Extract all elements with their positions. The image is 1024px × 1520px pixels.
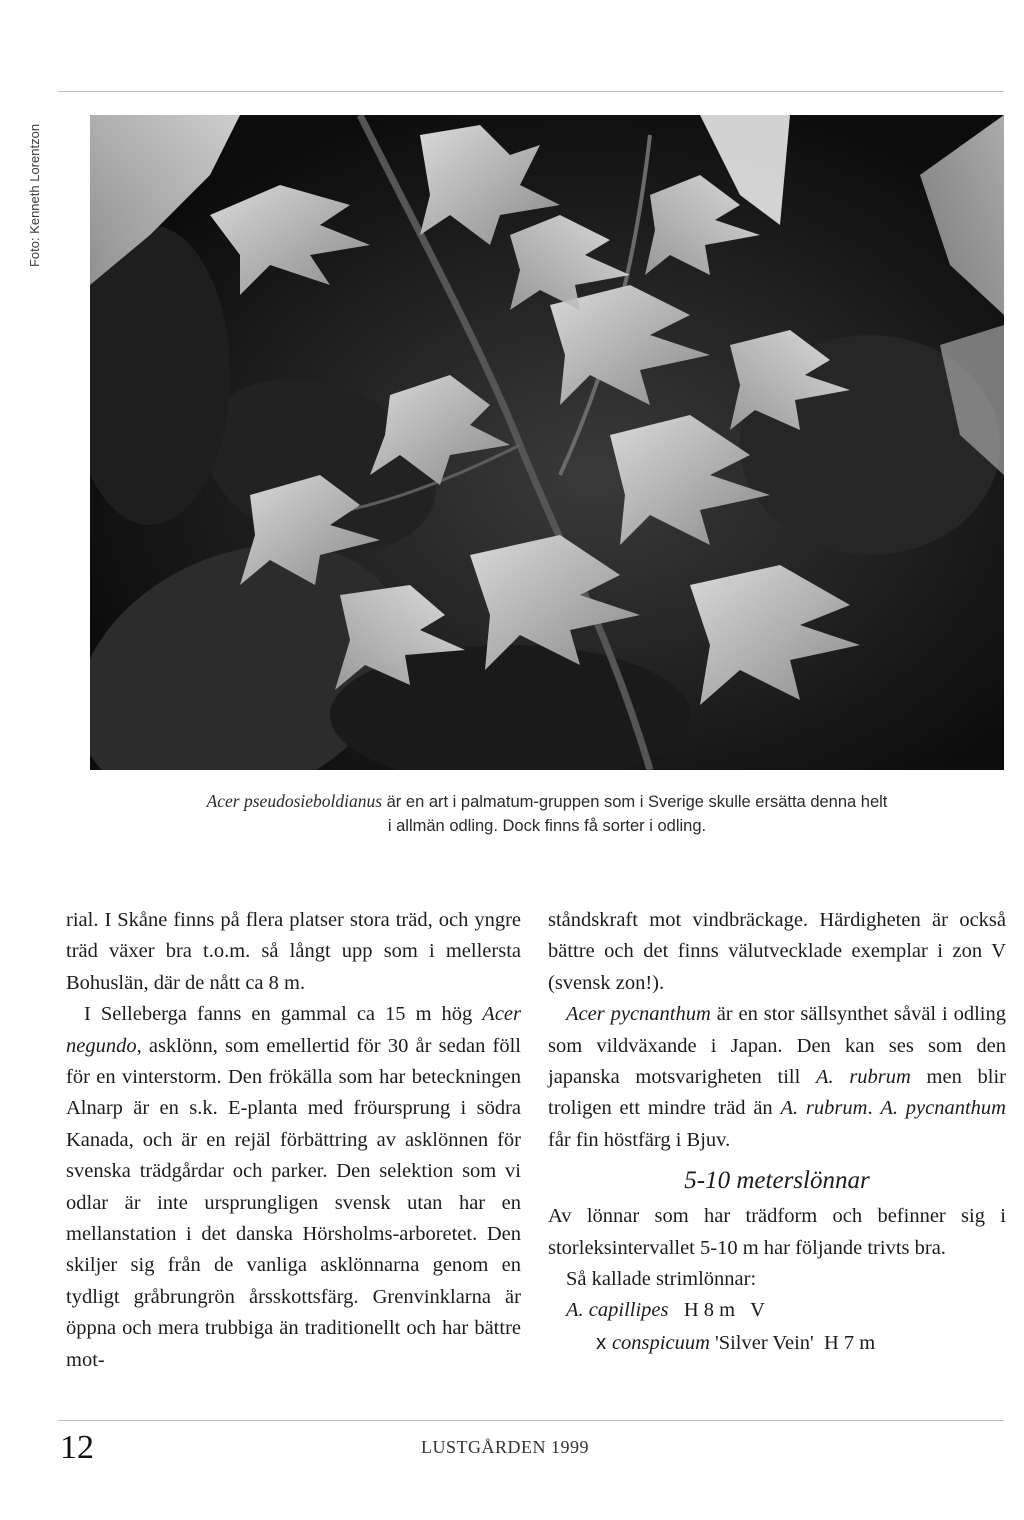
photo-caption: [90, 789, 1004, 838]
species-ref-rubrum-2: A. rubrum: [780, 1097, 868, 1120]
right-paragraph-3: Av lönnar som har trädform och befinner sig i storleksintervallet 5-10 m har följande trivts bra.: [548, 1205, 1006, 1259]
list-item-species: conspicuum: [611, 1331, 710, 1354]
caption-line-1-text: är en art i palmatum-gruppen som i Sverige skulle ersätta denna helt: [382, 793, 888, 811]
maple-foliage-photo: [90, 115, 1004, 770]
left-column: [66, 905, 521, 1376]
list-item-details: 'Silver Vein' H 7 m: [709, 1331, 876, 1354]
photo-illustration: [90, 115, 1004, 770]
species-acer-negundo: Acer negundo: [66, 1003, 521, 1057]
footer-rule: [58, 1420, 1004, 1421]
left-paragraph-2-intro: I Selleberga fanns en gammal ca 15 m hög: [84, 1003, 483, 1026]
left-paragraph-2: [66, 999, 521, 1376]
species-acer-pycnanthum: Acer pycnanthum: [566, 1003, 711, 1026]
photo-credit-text: Foto: Kenneth Lorentzon: [27, 123, 43, 267]
top-rule: [58, 91, 1004, 92]
right-paragraph-1: ståndskraft mot vindbräckage. Härdigheten är också bättre och det finns välutvecklade exemplar i zon V (svensk zon!).: [548, 909, 1006, 994]
right-paragraph-4: Så kallade strimlönnar:: [566, 1268, 757, 1291]
right-paragraph-2-text-a: är en stor sällsynthet såväl i odling som vildväxande i Japan. Den kan ses som den japanska motsvarigheten till: [548, 1003, 1006, 1089]
species-ref-rubrum-1: A. rubrum: [815, 1066, 911, 1089]
right-paragraph-2: [548, 999, 1006, 1156]
page-number: 12: [60, 1429, 94, 1466]
right-paragraph-2-text-b: men blir troligen ett mindre träd än: [548, 1066, 1006, 1120]
publication-footer: LUSTGÅRDEN 1999: [421, 1437, 589, 1457]
list-item: [548, 1295, 1006, 1326]
caption-line-1: [90, 789, 1004, 814]
left-paragraph-2-body: , asklönn, som emellertid för 30 år sedan föll för en vinterstorm. Den frökälla som har beteckningen Alnarp är en s.k. E-planta med fröursprung i södra Kanada, och är en rejäl förbättring av asklönnen för svenska trädgårdar och parker. Den selektion som vi odlar är inte ursprungligen svensk utan har en mellanstation i det danska Hörsholms-arboretet. Den skiljer sig från de vanliga asklönnarna genom en tydligt gråbrungrön årsskottsfärg. Grenvinklarna är öppna och mera trubbiga än traditionellt och har bättre mot-: [66, 1034, 521, 1371]
right-paragraph-2-text-c: .: [867, 1097, 881, 1120]
section-subheading: 5-10 meterslönnar: [684, 1167, 870, 1195]
caption-species: Acer pseudosieboldianus: [206, 791, 383, 811]
photo-credit: [27, 100, 43, 290]
list-item-prefix: x: [596, 1330, 612, 1354]
list-item-species: A. capillipes: [566, 1299, 669, 1322]
caption-line-2: i allmän odling. Dock finns få sorter i odling.: [387, 817, 707, 835]
right-column: [548, 905, 1006, 1359]
list-item-details: H 8 m V: [668, 1299, 765, 1322]
species-ref-pycnanthum: A. pycnanthum: [880, 1097, 1006, 1120]
right-paragraph-2-text-d: får fin höstfärg i Bjuv.: [548, 1128, 731, 1151]
left-paragraph-1: rial. I Skåne finns på flera platser stora träd, och yngre träd växer bra t.o.m. så långt upp som i mellersta Bohuslän, där de nått ca 8 m.: [66, 909, 521, 994]
list-item: [548, 1327, 1006, 1359]
